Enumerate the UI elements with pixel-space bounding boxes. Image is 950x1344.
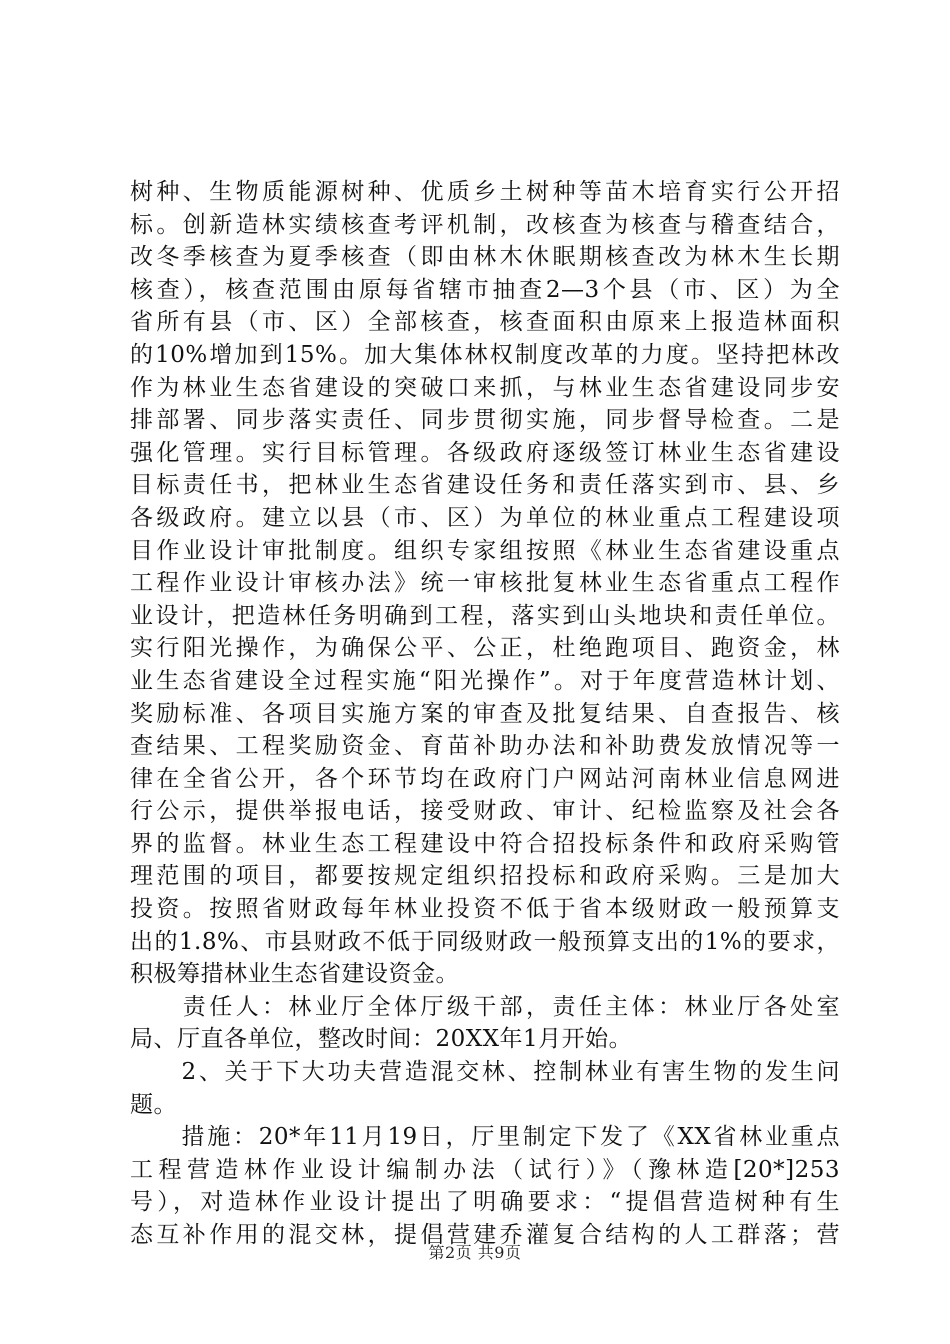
text-line: 号），对造林作业设计提出了明确要求：“提倡营造树种有生	[130, 1189, 840, 1216]
text-line: 业生态省建设全过程实施“阳光操作”。对于年度营造林计划、	[130, 667, 840, 694]
text-line: 投资。按照省财政每年林业投资不低于省本级财政一般预算支	[130, 896, 840, 923]
text-line: 强化管理。实行目标管理。各级政府逐级签订林业生态省建设	[130, 439, 840, 466]
text-line: 业设计，把造林任务明确到工程，落实到山头地块和责任单位。	[130, 602, 840, 629]
text-line: 责任人：林业厅全体厅级干部，责任主体：林业厅各处室	[130, 993, 840, 1020]
text-line: 工程作业设计审核办法》统一审核批复林业生态省重点工程作	[130, 570, 840, 597]
document-body	[130, 176, 840, 1252]
text-line: 各级政府。建立以县（市、区）为单位的林业重点工程建设项	[130, 504, 840, 531]
text-line: 奖励标准、各项目实施方案的审查及批复结果、自查报告、核	[130, 700, 840, 727]
text-line: 目作业设计审批制度。组织专家组按照《林业生态省建设重点	[130, 537, 840, 564]
text-line: 省所有县（市、区）全部核查，核查面积由原来上报造林面积	[130, 309, 840, 336]
text-line: 核查），核查范围由原每省辖市抽查2—3个县（市、区）为全	[130, 276, 840, 303]
text-line: 行公示，提供举报电话，接受财政、审计、纪检监察及社会各	[130, 798, 840, 825]
page-number-footer: 第2页 共9页	[428, 1243, 522, 1262]
text-line: 2、关于下大功夫营造混交林、控制林业有害生物的发生问	[130, 1059, 840, 1086]
text-line: 界的监督。林业生态工程建设中符合招投标条件和政府采购管	[130, 830, 840, 857]
text-line: 标。创新造林实绩核查考评机制，改核查为核查与稽查结合，	[130, 211, 840, 238]
text-line: 局、厅直各单位，整改时间：20XX年1月开始。	[130, 1026, 633, 1053]
text-line: 理范围的项目，都要按规定组织招投标和政府采购。三是加大	[130, 863, 840, 890]
text-line: 律在全省公开，各个环节均在政府门户网站河南林业信息网进	[130, 765, 840, 792]
text-line: 实行阳光操作，为确保公平、公正，杜绝跑项目、跑资金，林	[130, 635, 840, 662]
text-line: 作为林业生态省建设的突破口来抓，与林业生态省建设同步安	[130, 374, 840, 401]
text-line: 措施：20*年11月19日，厅里制定下发了《XX省林业重点	[130, 1124, 840, 1151]
text-line: 排部署、同步落实责任、同步贯彻实施，同步督导检查。二是	[130, 407, 840, 434]
text-line: 态互补作用的混交林，提倡营建乔灌复合结构的人工群落；营	[130, 1222, 840, 1248]
text-line: 积极筹措林业生态省建设资金。	[130, 961, 459, 988]
text-line: 题。	[130, 1091, 177, 1118]
text-line: 出的1.8%、市县财政不低于同级财政一般预算支出的1%的要求，	[130, 928, 840, 955]
text-line: 树种、生物质能源树种、优质乡土树种等苗木培育实行公开招	[130, 179, 840, 205]
text-line: 改冬季核查为夏季核查（即由林木休眠期核查改为林木生长期	[130, 244, 840, 271]
text-line: 查结果、工程奖励资金、育苗补助办法和补助费发放情况等一	[130, 733, 840, 760]
text-line: 目标责任书，把林业生态省建设任务和责任落实到市、县、乡	[130, 472, 840, 499]
text-line: 的10%增加到15%。加大集体林权制度改革的力度。坚持把林改	[130, 341, 840, 368]
text-line: 工程营造林作业设计编制办法（试行）》（豫林造[20*]253	[130, 1156, 840, 1183]
